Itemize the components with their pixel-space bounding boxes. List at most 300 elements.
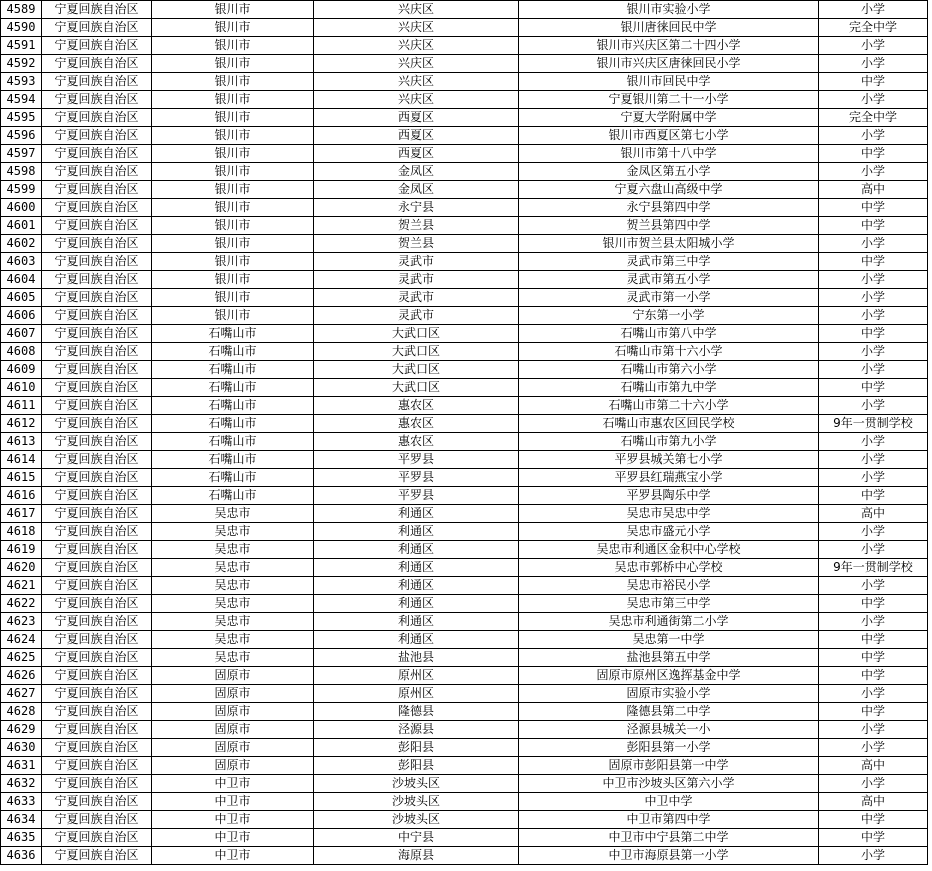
cell-district[interactable]: 西夏区 [314,109,519,127]
cell-city[interactable]: 吴忠市 [152,595,314,613]
cell-id[interactable]: 4635 [1,829,42,847]
cell-city[interactable]: 银川市 [152,199,314,217]
cell-city[interactable]: 银川市 [152,271,314,289]
cell-province[interactable]: 宁夏回族自治区 [42,613,152,631]
cell-level[interactable]: 中学 [819,811,928,829]
cell-district[interactable]: 彭阳县 [314,739,519,757]
cell-id[interactable]: 4634 [1,811,42,829]
cell-id[interactable]: 4590 [1,19,42,37]
cell-school[interactable]: 宁东第一小学 [519,307,819,325]
cell-level[interactable]: 小学 [819,307,928,325]
cell-id[interactable]: 4623 [1,613,42,631]
cell-province[interactable]: 宁夏回族自治区 [42,37,152,55]
cell-level[interactable]: 完全中学 [819,109,928,127]
cell-district[interactable]: 彭阳县 [314,757,519,775]
cell-district[interactable]: 大武口区 [314,361,519,379]
cell-city[interactable]: 吴忠市 [152,523,314,541]
cell-city[interactable]: 银川市 [152,73,314,91]
cell-school[interactable]: 吴忠市盛元小学 [519,523,819,541]
cell-province[interactable]: 宁夏回族自治区 [42,361,152,379]
cell-city[interactable]: 银川市 [152,1,314,19]
cell-province[interactable]: 宁夏回族自治区 [42,775,152,793]
cell-id[interactable]: 4591 [1,37,42,55]
cell-city[interactable]: 石嘴山市 [152,325,314,343]
cell-province[interactable]: 宁夏回族自治区 [42,415,152,433]
table-row [1,415,928,433]
cell-school[interactable]: 中卫市海原县第一小学 [519,847,819,865]
cell-province[interactable]: 宁夏回族自治区 [42,307,152,325]
cell-level[interactable]: 9年一贯制学校 [819,559,928,577]
cell-district[interactable]: 大武口区 [314,343,519,361]
cell-school[interactable]: 吴忠市利通街第二小学 [519,613,819,631]
cell-id[interactable]: 4604 [1,271,42,289]
cell-district[interactable]: 灵武市 [314,253,519,271]
cell-id[interactable]: 4625 [1,649,42,667]
cell-district[interactable]: 平罗县 [314,469,519,487]
cell-city[interactable]: 银川市 [152,217,314,235]
cell-district[interactable]: 西夏区 [314,145,519,163]
cell-city[interactable]: 石嘴山市 [152,433,314,451]
cell-level[interactable]: 小学 [819,433,928,451]
cell-level[interactable]: 小学 [819,577,928,595]
cell-province[interactable]: 宁夏回族自治区 [42,793,152,811]
cell-school[interactable]: 石嘴山市第十六小学 [519,343,819,361]
cell-level[interactable]: 小学 [819,91,928,109]
cell-city[interactable]: 固原市 [152,757,314,775]
table-row [1,595,928,613]
table-row [1,613,928,631]
cell-district[interactable]: 泾源县 [314,721,519,739]
table-row [1,361,928,379]
cell-level[interactable]: 小学 [819,1,928,19]
cell-level[interactable]: 小学 [819,55,928,73]
cell-id[interactable]: 4595 [1,109,42,127]
cell-level[interactable]: 中学 [819,379,928,397]
cell-district[interactable]: 惠农区 [314,433,519,451]
cell-district[interactable]: 贺兰县 [314,217,519,235]
cell-school[interactable]: 宁夏银川第二十一小学 [519,91,819,109]
cell-city[interactable]: 石嘴山市 [152,379,314,397]
cell-province[interactable]: 宁夏回族自治区 [42,1,152,19]
cell-school[interactable]: 金凤区第五小学 [519,163,819,181]
cell-id[interactable]: 4602 [1,235,42,253]
cell-province[interactable]: 宁夏回族自治区 [42,181,152,199]
cell-province[interactable]: 宁夏回族自治区 [42,253,152,271]
cell-district[interactable]: 兴庆区 [314,37,519,55]
cell-id[interactable]: 4616 [1,487,42,505]
cell-city[interactable]: 银川市 [152,37,314,55]
cell-level[interactable]: 小学 [819,847,928,865]
cell-level[interactable]: 小学 [819,775,928,793]
cell-id[interactable]: 4615 [1,469,42,487]
cell-city[interactable]: 银川市 [152,181,314,199]
cell-id[interactable]: 4596 [1,127,42,145]
cell-school[interactable]: 石嘴山市第九小学 [519,433,819,451]
cell-province[interactable]: 宁夏回族自治区 [42,595,152,613]
cell-school[interactable]: 石嘴山市第八中学 [519,325,819,343]
cell-school[interactable]: 银川市贺兰县太阳城小学 [519,235,819,253]
cell-province[interactable]: 宁夏回族自治区 [42,163,152,181]
cell-school[interactable]: 灵武市第五小学 [519,271,819,289]
cell-province[interactable]: 宁夏回族自治区 [42,145,152,163]
cell-level[interactable]: 中学 [819,487,928,505]
cell-level[interactable]: 中学 [819,199,928,217]
cell-province[interactable]: 宁夏回族自治区 [42,847,152,865]
cell-province[interactable]: 宁夏回族自治区 [42,91,152,109]
cell-level[interactable]: 小学 [819,289,928,307]
cell-id[interactable]: 4592 [1,55,42,73]
cell-city[interactable]: 银川市 [152,91,314,109]
cell-level[interactable]: 小学 [819,37,928,55]
cell-id[interactable]: 4633 [1,793,42,811]
cell-district[interactable]: 沙坡头区 [314,775,519,793]
cell-district[interactable]: 利通区 [314,577,519,595]
cell-province[interactable]: 宁夏回族自治区 [42,217,152,235]
cell-district[interactable]: 灵武市 [314,307,519,325]
cell-province[interactable]: 宁夏回族自治区 [42,289,152,307]
cell-id[interactable]: 4597 [1,145,42,163]
cell-id[interactable]: 4599 [1,181,42,199]
cell-level[interactable]: 中学 [819,325,928,343]
cell-city[interactable]: 吴忠市 [152,505,314,523]
cell-province[interactable]: 宁夏回族自治区 [42,631,152,649]
cell-district[interactable]: 沙坡头区 [314,811,519,829]
cell-province[interactable]: 宁夏回族自治区 [42,703,152,721]
cell-level[interactable]: 小学 [819,127,928,145]
table-body [1,1,928,865]
cell-id[interactable]: 4610 [1,379,42,397]
cell-district[interactable]: 利通区 [314,505,519,523]
cell-city[interactable]: 银川市 [152,307,314,325]
cell-district[interactable]: 平罗县 [314,451,519,469]
cell-district[interactable]: 大武口区 [314,325,519,343]
cell-id[interactable]: 4589 [1,1,42,19]
cell-level[interactable]: 小学 [819,163,928,181]
cell-level[interactable]: 中学 [819,73,928,91]
cell-school[interactable]: 银川市实验小学 [519,1,819,19]
cell-level[interactable]: 小学 [819,721,928,739]
cell-id[interactable]: 4618 [1,523,42,541]
cell-province[interactable]: 宁夏回族自治区 [42,721,152,739]
cell-level[interactable]: 小学 [819,541,928,559]
cell-school[interactable]: 银川市西夏区第七小学 [519,127,819,145]
cell-level[interactable]: 小学 [819,361,928,379]
cell-city[interactable]: 石嘴山市 [152,343,314,361]
cell-school[interactable]: 中卫市第四中学 [519,811,819,829]
cell-city[interactable]: 吴忠市 [152,559,314,577]
cell-city[interactable]: 中卫市 [152,775,314,793]
cell-level[interactable]: 9年一贯制学校 [819,415,928,433]
cell-school[interactable]: 吴忠市裕民小学 [519,577,819,595]
cell-city[interactable]: 银川市 [152,19,314,37]
cell-school[interactable]: 石嘴山市惠农区回民学校 [519,415,819,433]
cell-province[interactable]: 宁夏回族自治区 [42,235,152,253]
cell-province[interactable]: 宁夏回族自治区 [42,343,152,361]
cell-id[interactable]: 4626 [1,667,42,685]
cell-city[interactable]: 吴忠市 [152,631,314,649]
cell-city[interactable]: 石嘴山市 [152,415,314,433]
cell-district[interactable]: 利通区 [314,631,519,649]
cell-school[interactable]: 石嘴山市第六小学 [519,361,819,379]
cell-level[interactable]: 高中 [819,505,928,523]
table-row [1,577,928,595]
cell-level[interactable]: 小学 [819,739,928,757]
cell-school[interactable]: 宁夏六盘山高级中学 [519,181,819,199]
cell-school[interactable]: 固原市彭阳县第一中学 [519,757,819,775]
cell-district[interactable]: 利通区 [314,595,519,613]
cell-city[interactable]: 银川市 [152,55,314,73]
cell-province[interactable]: 宁夏回族自治区 [42,667,152,685]
cell-level[interactable]: 小学 [819,397,928,415]
cell-id[interactable]: 4612 [1,415,42,433]
cell-city[interactable]: 石嘴山市 [152,451,314,469]
cell-level[interactable]: 完全中学 [819,19,928,37]
cell-level[interactable]: 小学 [819,469,928,487]
cell-school[interactable]: 银川市第十八中学 [519,145,819,163]
cell-school[interactable]: 中卫中学 [519,793,819,811]
cell-school[interactable]: 石嘴山市第九中学 [519,379,819,397]
cell-province[interactable]: 宁夏回族自治区 [42,757,152,775]
cell-id[interactable]: 4614 [1,451,42,469]
cell-school[interactable]: 平罗县红瑞燕宝小学 [519,469,819,487]
cell-province[interactable]: 宁夏回族自治区 [42,559,152,577]
cell-province[interactable]: 宁夏回族自治区 [42,55,152,73]
cell-level[interactable]: 小学 [819,343,928,361]
cell-id[interactable]: 4608 [1,343,42,361]
cell-city[interactable]: 银川市 [152,163,314,181]
cell-province[interactable]: 宁夏回族自治区 [42,829,152,847]
cell-school[interactable]: 银川市回民中学 [519,73,819,91]
cell-level[interactable]: 小学 [819,613,928,631]
cell-school[interactable]: 隆德县第二中学 [519,703,819,721]
cell-level[interactable]: 中学 [819,217,928,235]
cell-school[interactable]: 石嘴山市第二十六小学 [519,397,819,415]
cell-district[interactable]: 灵武市 [314,289,519,307]
cell-province[interactable]: 宁夏回族自治区 [42,199,152,217]
cell-id[interactable]: 4629 [1,721,42,739]
cell-city[interactable]: 石嘴山市 [152,469,314,487]
cell-level[interactable]: 中学 [819,145,928,163]
cell-id[interactable]: 4630 [1,739,42,757]
cell-city[interactable]: 石嘴山市 [152,361,314,379]
cell-district[interactable]: 中宁县 [314,829,519,847]
cell-province[interactable]: 宁夏回族自治区 [42,811,152,829]
cell-level[interactable]: 小学 [819,685,928,703]
cell-level[interactable]: 小学 [819,451,928,469]
cell-district[interactable]: 贺兰县 [314,235,519,253]
cell-province[interactable]: 宁夏回族自治区 [42,541,152,559]
cell-city[interactable]: 固原市 [152,685,314,703]
cell-province[interactable]: 宁夏回族自治区 [42,433,152,451]
cell-school[interactable]: 中卫市中宁县第二中学 [519,829,819,847]
cell-id[interactable]: 4598 [1,163,42,181]
cell-city[interactable]: 固原市 [152,739,314,757]
cell-district[interactable]: 金凤区 [314,163,519,181]
cell-district[interactable]: 利通区 [314,559,519,577]
cell-district[interactable]: 原州区 [314,667,519,685]
cell-city[interactable]: 固原市 [152,667,314,685]
cell-city[interactable]: 固原市 [152,703,314,721]
cell-province[interactable]: 宁夏回族自治区 [42,487,152,505]
cell-district[interactable]: 平罗县 [314,487,519,505]
cell-city[interactable]: 石嘴山市 [152,397,314,415]
cell-id[interactable]: 4617 [1,505,42,523]
cell-province[interactable]: 宁夏回族自治区 [42,649,152,667]
cell-district[interactable]: 惠农区 [314,397,519,415]
cell-district[interactable]: 利通区 [314,613,519,631]
cell-district[interactable]: 灵武市 [314,271,519,289]
cell-school[interactable]: 银川唐徕回民中学 [519,19,819,37]
cell-school[interactable]: 吴忠市吴忠中学 [519,505,819,523]
cell-city[interactable]: 银川市 [152,127,314,145]
cell-level[interactable]: 小学 [819,271,928,289]
cell-city[interactable]: 石嘴山市 [152,487,314,505]
cell-city[interactable]: 吴忠市 [152,541,314,559]
cell-province[interactable]: 宁夏回族自治区 [42,73,152,91]
cell-city[interactable]: 银川市 [152,109,314,127]
cell-province[interactable]: 宁夏回族自治区 [42,577,152,595]
cell-province[interactable]: 宁夏回族自治区 [42,451,152,469]
cell-district[interactable]: 兴庆区 [314,19,519,37]
cell-province[interactable]: 宁夏回族自治区 [42,19,152,37]
cell-level[interactable]: 中学 [819,253,928,271]
cell-school[interactable]: 银川市兴庆区第二十四小学 [519,37,819,55]
cell-city[interactable]: 中卫市 [152,847,314,865]
cell-id[interactable]: 4601 [1,217,42,235]
cell-level[interactable]: 中学 [819,631,928,649]
cell-id[interactable]: 4622 [1,595,42,613]
table-row [1,397,928,415]
cell-province[interactable]: 宁夏回族自治区 [42,397,152,415]
cell-school[interactable]: 彭阳县第一小学 [519,739,819,757]
cell-id[interactable]: 4636 [1,847,42,865]
table-row [1,217,928,235]
cell-district[interactable]: 西夏区 [314,127,519,145]
cell-city[interactable]: 中卫市 [152,811,314,829]
cell-school[interactable]: 中卫市沙坡头区第六小学 [519,775,819,793]
cell-school[interactable]: 吴忠市郭桥中心学校 [519,559,819,577]
cell-city[interactable]: 吴忠市 [152,649,314,667]
cell-level[interactable]: 小学 [819,235,928,253]
cell-province[interactable]: 宁夏回族自治区 [42,127,152,145]
cell-level[interactable]: 小学 [819,523,928,541]
cell-school[interactable]: 吴忠市利通区金积中心学校 [519,541,819,559]
cell-district[interactable]: 隆德县 [314,703,519,721]
cell-id[interactable]: 4621 [1,577,42,595]
cell-school[interactable]: 盐池县第五中学 [519,649,819,667]
cell-school[interactable]: 固原市实验小学 [519,685,819,703]
cell-district[interactable]: 原州区 [314,685,519,703]
cell-id[interactable]: 4603 [1,253,42,271]
cell-id[interactable]: 4627 [1,685,42,703]
cell-id[interactable]: 4631 [1,757,42,775]
cell-city[interactable]: 吴忠市 [152,613,314,631]
cell-id[interactable]: 4607 [1,325,42,343]
cell-school[interactable]: 泾源县城关一小 [519,721,819,739]
cell-id[interactable]: 4600 [1,199,42,217]
cell-province[interactable]: 宁夏回族自治区 [42,739,152,757]
table-row [1,181,928,199]
cell-level[interactable]: 中学 [819,829,928,847]
cell-province[interactable]: 宁夏回族自治区 [42,523,152,541]
cell-province[interactable]: 宁夏回族自治区 [42,325,152,343]
cell-province[interactable]: 宁夏回族自治区 [42,685,152,703]
cell-province[interactable]: 宁夏回族自治区 [42,469,152,487]
cell-level[interactable]: 高中 [819,181,928,199]
cell-school[interactable]: 平罗县城关第七小学 [519,451,819,469]
cell-id[interactable]: 4624 [1,631,42,649]
cell-school[interactable]: 平罗县陶乐中学 [519,487,819,505]
cell-district[interactable]: 永宁县 [314,199,519,217]
cell-district[interactable]: 海原县 [314,847,519,865]
cell-school[interactable]: 吴忠市第三中学 [519,595,819,613]
cell-id[interactable]: 4619 [1,541,42,559]
cell-province[interactable]: 宁夏回族自治区 [42,505,152,523]
cell-city[interactable]: 中卫市 [152,793,314,811]
cell-school[interactable]: 灵武市第一小学 [519,289,819,307]
cell-id[interactable]: 4609 [1,361,42,379]
cell-district[interactable]: 兴庆区 [314,91,519,109]
cell-city[interactable]: 固原市 [152,721,314,739]
table-row [1,109,928,127]
cell-district[interactable]: 沙坡头区 [314,793,519,811]
cell-city[interactable]: 中卫市 [152,829,314,847]
cell-school[interactable]: 银川市兴庆区唐徕回民小学 [519,55,819,73]
table-row [1,847,928,865]
cell-province[interactable]: 宁夏回族自治区 [42,379,152,397]
cell-id[interactable]: 4605 [1,289,42,307]
cell-school[interactable]: 灵武市第三中学 [519,253,819,271]
cell-id[interactable]: 4632 [1,775,42,793]
cell-level[interactable]: 中学 [819,595,928,613]
cell-school[interactable]: 贺兰县第四中学 [519,217,819,235]
cell-district[interactable]: 兴庆区 [314,73,519,91]
cell-level[interactable]: 高中 [819,757,928,775]
cell-id[interactable]: 4606 [1,307,42,325]
cell-level[interactable]: 中学 [819,703,928,721]
cell-school[interactable]: 吴忠第一中学 [519,631,819,649]
cell-school[interactable]: 固原市原州区逸挥基金中学 [519,667,819,685]
cell-school[interactable]: 宁夏大学附属中学 [519,109,819,127]
cell-city[interactable]: 银川市 [152,145,314,163]
cell-id[interactable]: 4593 [1,73,42,91]
cell-district[interactable]: 利通区 [314,541,519,559]
cell-district[interactable]: 大武口区 [314,379,519,397]
table-row [1,91,928,109]
cell-province[interactable]: 宁夏回族自治区 [42,109,152,127]
cell-province[interactable]: 宁夏回族自治区 [42,271,152,289]
cell-city[interactable]: 银川市 [152,289,314,307]
cell-district[interactable]: 兴庆区 [314,55,519,73]
cell-city[interactable]: 银川市 [152,235,314,253]
cell-school[interactable]: 永宁县第四中学 [519,199,819,217]
cell-level[interactable]: 中学 [819,667,928,685]
cell-district[interactable]: 盐池县 [314,649,519,667]
cell-id[interactable]: 4611 [1,397,42,415]
cell-district[interactable]: 惠农区 [314,415,519,433]
cell-district[interactable]: 利通区 [314,523,519,541]
cell-city[interactable]: 银川市 [152,253,314,271]
cell-city[interactable]: 吴忠市 [152,577,314,595]
cell-district[interactable]: 兴庆区 [314,1,519,19]
cell-id[interactable]: 4628 [1,703,42,721]
cell-id[interactable]: 4620 [1,559,42,577]
cell-district[interactable]: 金凤区 [314,181,519,199]
cell-id[interactable]: 4613 [1,433,42,451]
cell-level[interactable]: 中学 [819,649,928,667]
cell-id[interactable]: 4594 [1,91,42,109]
cell-level[interactable]: 高中 [819,793,928,811]
